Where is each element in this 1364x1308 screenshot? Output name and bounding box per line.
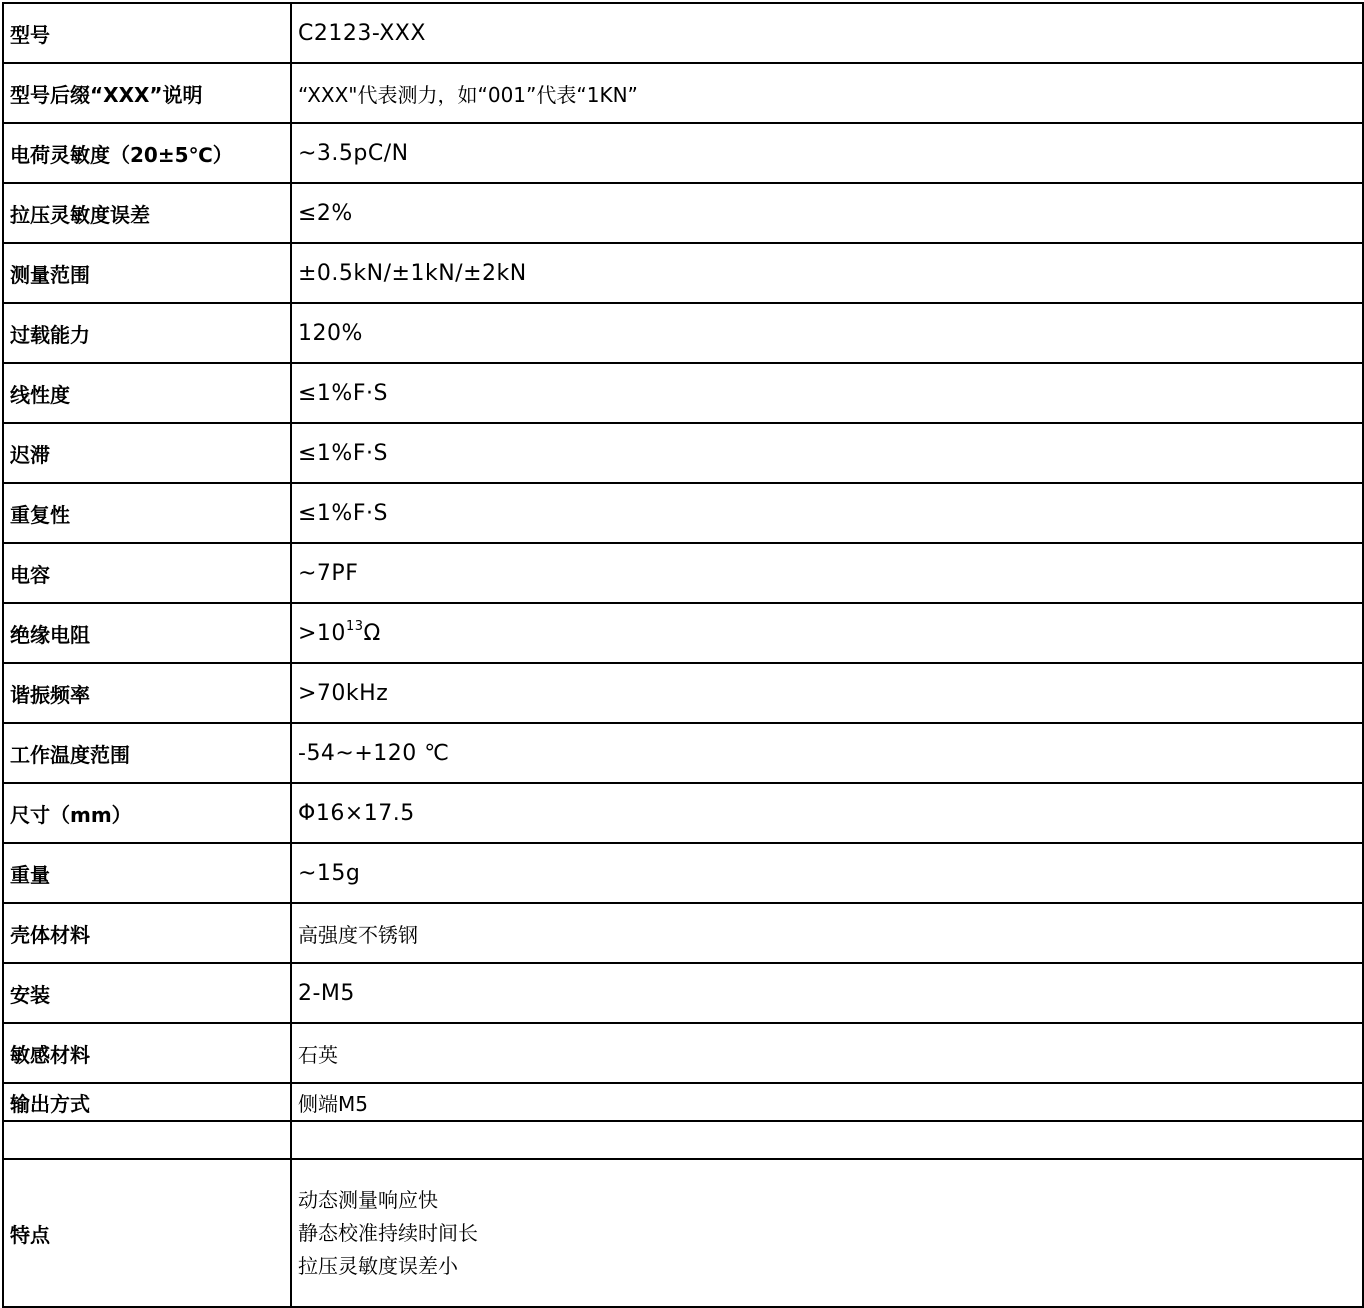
spec-value: ±0.5kN/±1kN/±2kN: [291, 243, 1363, 303]
spec-label: 工作温度范围: [3, 723, 291, 783]
table-row: [3, 123, 1363, 183]
table-row: [3, 663, 1363, 723]
table-row: [3, 903, 1363, 963]
spec-value: ≤1%F·S: [291, 483, 1363, 543]
spec-value: ~3.5pC/N: [291, 123, 1363, 183]
feature-item: 动态测量响应快: [298, 1187, 438, 1212]
spec-value: ≤1%F·S: [291, 363, 1363, 423]
table-row: [3, 63, 1363, 123]
features-cell: [291, 1159, 1363, 1307]
spec-value: ~7PF: [291, 543, 1363, 603]
spec-value: ~15g: [291, 843, 1363, 903]
insulation-exponent: 13: [345, 618, 364, 634]
feature-item: 拉压灵敏度误差小: [298, 1253, 458, 1278]
spec-value: “XXX"代表测力，如“001”代表“1KN”: [291, 63, 1363, 123]
table-row: [3, 303, 1363, 363]
spec-value: 石英: [291, 1023, 1363, 1083]
table-row: [3, 423, 1363, 483]
spec-label: 测量范围: [3, 243, 291, 303]
spec-label: 重复性: [3, 483, 291, 543]
spec-value: >70kHz: [291, 663, 1363, 723]
spec-value: -54~+120 ℃: [291, 723, 1363, 783]
spec-label: 壳体材料: [3, 903, 291, 963]
spec-label: [3, 1121, 291, 1159]
spec-value: 2-M5: [291, 963, 1363, 1023]
spec-label: 特点: [3, 1159, 291, 1307]
spec-value: 120%: [291, 303, 1363, 363]
feature-item: 静态校准持续时间长: [298, 1220, 478, 1245]
spec-label: 绝缘电阻: [3, 603, 291, 663]
spec-label: 型号: [3, 3, 291, 63]
table-row: [3, 843, 1363, 903]
table-row: [3, 603, 1363, 663]
spec-label: 尺寸（mm）: [3, 783, 291, 843]
table-row: [3, 543, 1363, 603]
table-row: [3, 723, 1363, 783]
table-row: [3, 1159, 1363, 1307]
spec-label: 电容: [3, 543, 291, 603]
spec-label: 输出方式: [3, 1083, 291, 1121]
spec-label: 安装: [3, 963, 291, 1023]
table-row: [3, 363, 1363, 423]
spec-value: Φ16×17.5: [291, 783, 1363, 843]
insulation-base: >10: [298, 620, 346, 646]
spec-label: 重量: [3, 843, 291, 903]
spec-table: [2, 2, 1364, 1308]
spec-value: C2123-XXX: [291, 3, 1363, 63]
table-row: [3, 3, 1363, 63]
spec-label: 敏感材料: [3, 1023, 291, 1083]
table-row: [3, 783, 1363, 843]
spec-value: ≤1%F·S: [291, 423, 1363, 483]
spec-label: 拉压灵敏度误差: [3, 183, 291, 243]
spec-label: 型号后缀“XXX”说明: [3, 63, 291, 123]
table-row: [3, 183, 1363, 243]
table-row: [3, 243, 1363, 303]
insulation-unit: Ω: [363, 620, 381, 646]
spec-label: 谐振频率: [3, 663, 291, 723]
table-row: [3, 1023, 1363, 1083]
spec-label: 线性度: [3, 363, 291, 423]
table-row: [3, 1083, 1363, 1121]
spec-value: [291, 1121, 1363, 1159]
empty-row: [3, 1121, 1363, 1159]
spec-label: 电荷灵敏度（20±5℃）: [3, 123, 291, 183]
spec-value: [291, 603, 1363, 663]
spec-value: 高强度不锈钢: [291, 903, 1363, 963]
spec-value: ≤2%: [291, 183, 1363, 243]
spec-value: 侧端M5: [291, 1083, 1363, 1121]
table-row: [3, 483, 1363, 543]
spec-label: 过载能力: [3, 303, 291, 363]
table-row: [3, 963, 1363, 1023]
spec-label: 迟滞: [3, 423, 291, 483]
